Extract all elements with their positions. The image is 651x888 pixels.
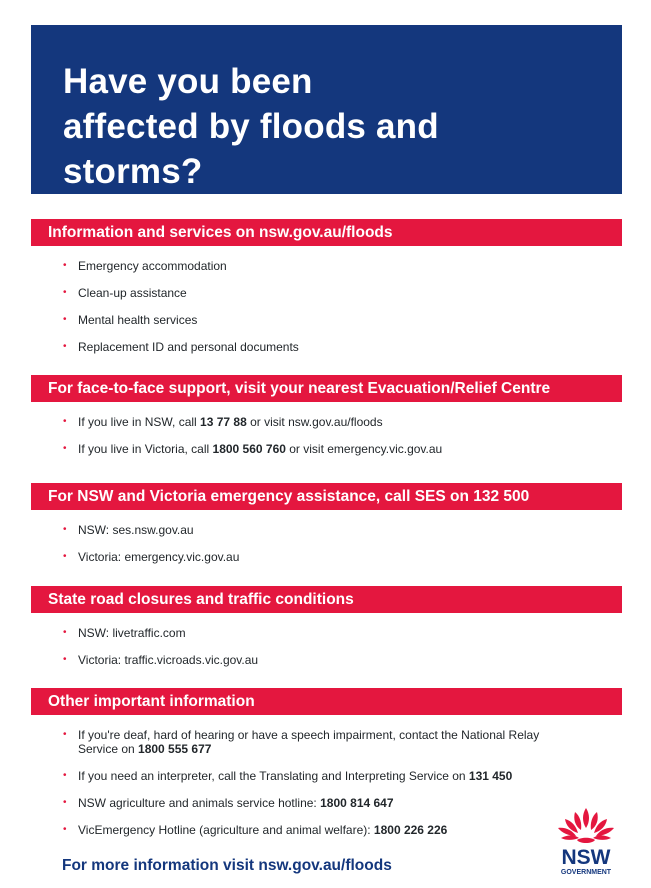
bullet-icon: • [63,524,67,535]
section-face-to-face [31,375,622,456]
bullet-icon: • [63,797,67,808]
list-item: • Mental health services [63,313,198,327]
list-item: • If you're deaf, hard of hearing or have a speech impairment, contact the National Relay Service on 1800 555 677 [63,728,540,756]
list-item: • Replacement ID and personal documents [63,340,299,354]
logo-subword: GOVERNMENT [560,869,612,876]
bullet-icon: • [63,341,67,352]
section-other-info [31,688,622,837]
bullet-icon: • [63,824,67,835]
section-heading: For NSW and Victoria emergency assistance, call SES on 132 500 [31,483,622,510]
list-item: • Emergency accommodation [63,259,227,273]
bullet-list [31,415,622,456]
list-item: • Victoria: emergency.vic.gov.au [63,550,240,564]
bullet-icon: • [63,287,67,298]
section-heading: State road closures and traffic conditions [31,586,622,613]
section-heading: Other important information [31,688,622,715]
list-item: • If you live in NSW, call 13 77 88 or visit nsw.gov.au/floods [63,415,383,429]
bullet-icon: • [63,443,67,454]
footer-link-text: For more information visit nsw.gov.au/floods [62,857,392,874]
bullet-list [31,728,622,837]
bullet-list [31,523,622,564]
bullet-icon: • [63,627,67,638]
page-title: Have you been affected by floods and storms? [63,62,439,191]
bullet-icon: • [63,260,67,271]
bullet-icon: • [63,770,67,781]
section-heading: For face-to-face support, visit your nearest Evacuation/Relief Centre [31,375,622,402]
list-item: • If you live in Victoria, call 1800 560 760 or visit emergency.vic.gov.au [63,442,443,456]
list-item: • Victoria: traffic.vicroads.vic.gov.au [63,653,259,667]
list-item: • Clean-up assistance [63,286,187,300]
list-item: • VicEmergency Hotline (agriculture and animal welfare): 1800 226 226 [63,823,448,837]
title-banner [31,25,622,194]
list-item: • NSW agriculture and animals service hotline: 1800 814 647 [63,796,394,810]
logo-word: NSW [561,846,611,869]
bullet-icon: • [63,551,67,562]
list-item: • NSW: livetraffic.com [63,626,186,640]
bullet-icon: • [63,654,67,665]
nsw-waratah-logo-icon [549,800,624,880]
bullet-list [31,626,622,667]
bullet-icon: • [63,729,67,740]
section-road-closures [31,586,622,667]
bullet-icon: • [63,314,67,325]
list-item: • NSW: ses.nsw.gov.au [63,523,194,537]
section-services [31,219,622,354]
section-ses [31,483,622,564]
list-item: • If you need an interpreter, call the Translating and Interpreting Service on 131 450 [63,769,513,783]
section-heading: Information and services on nsw.gov.au/floods [31,219,622,246]
bullet-list [31,259,622,354]
bullet-icon: • [63,416,67,427]
